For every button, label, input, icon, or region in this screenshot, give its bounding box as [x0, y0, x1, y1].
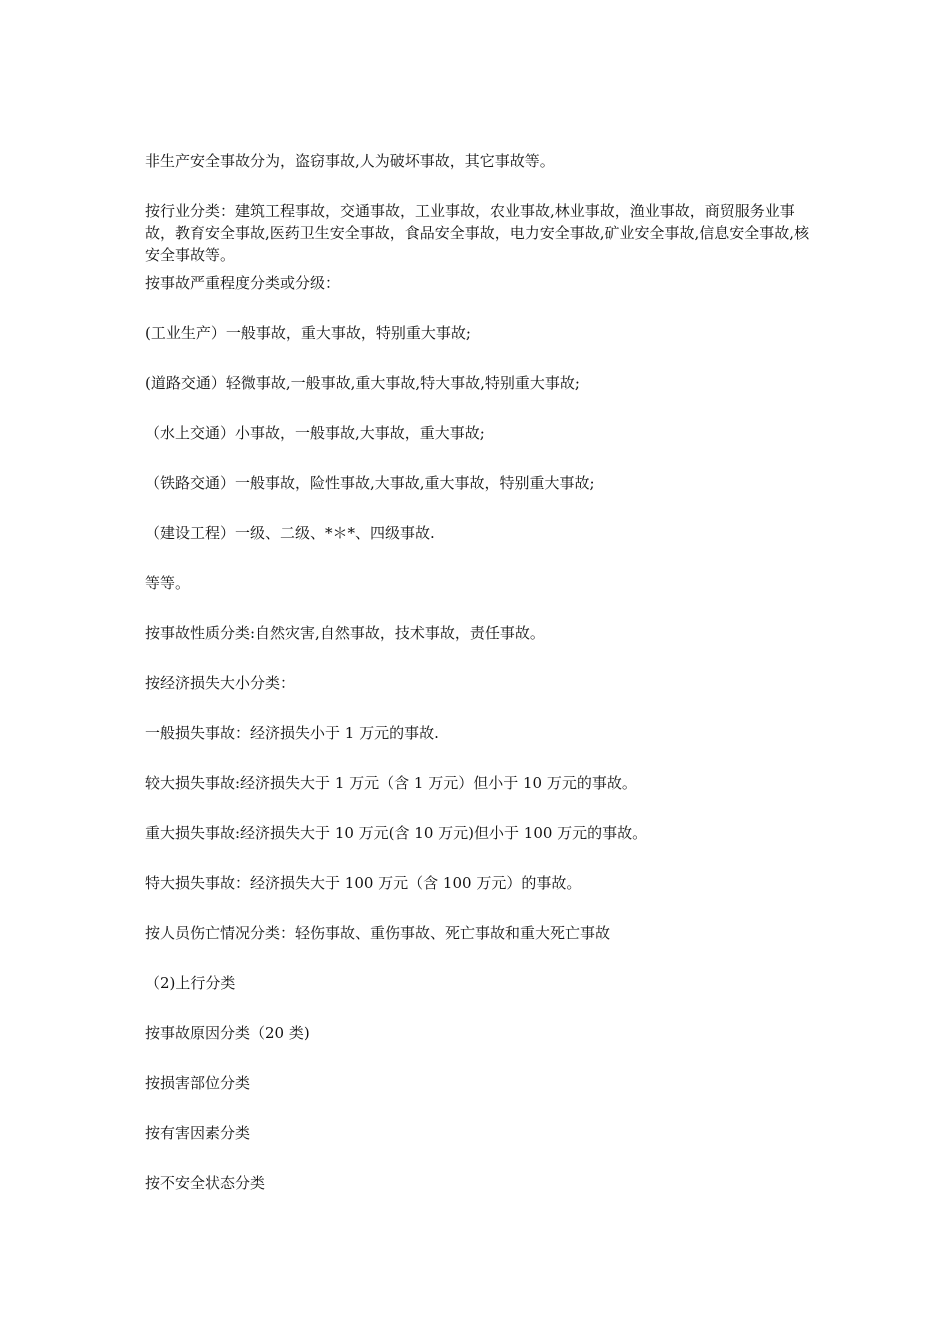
document-body	[145, 150, 810, 1222]
paragraph-general-loss: 一般损失事故：经济损失小于 1 万元的事故.	[145, 724, 439, 742]
paragraph-construction: （建设工程）一级、二级、*＊*、四级事故.	[145, 524, 435, 542]
paragraph-railway-traffic: （铁路交通）一般事故，险性事故,大事故,重大事故，特别重大事故;	[145, 474, 595, 492]
paragraph-water-traffic: （水上交通）小事故，一般事故,大事故，重大事故;	[145, 424, 485, 442]
paragraph-casualty-classification: 按人员伤亡情况分类：轻伤事故、重伤事故、死亡事故和重大死亡事故	[145, 924, 611, 942]
paragraph-extra-large-loss: 特大损失事故：经济损失大于 100 万元（含 100 万元）的事故。	[145, 874, 582, 892]
paragraph-cause-classification: 按事故原因分类（20 类)	[145, 1024, 310, 1042]
paragraph-industrial-production: (工业生产）一般事故，重大事故，特别重大事故;	[145, 324, 471, 342]
paragraph-etc: 等等。	[145, 574, 191, 592]
paragraph-larger-loss: 较大损失事故:经济损失大于 1 万元（含 1 万元）但小于 10 万元的事故。	[145, 774, 637, 792]
paragraph-upstream-classification: （2)上行分类	[145, 974, 236, 992]
paragraph-nature-classification: 按事故性质分类:自然灾害,自然事故，技术事故，责任事故。	[145, 624, 545, 642]
paragraph-major-loss: 重大损失事故:经济损失大于 10 万元(含 10 万元)但小于 100 万元的事故。	[145, 824, 648, 842]
paragraph-non-production-accidents: 非生产安全事故分为，盗窃事故,人为破坏事故，其它事故等。	[145, 152, 555, 170]
paragraph-severity-heading: 按事故严重程度分类或分级：	[145, 274, 341, 292]
paragraph-industry-classification: 按行业分类：建筑工程事故，交通事故，工业事故，农业事故,林业事故，渔业事故，商贸服务业事故，教育安全事故,医药卫生安全事故，食品安全事故，电力安全事故,矿业安全事故,信息安全事故,核安全事故等。	[145, 202, 810, 264]
paragraph-hazard-factor-classification: 按有害因素分类	[145, 1124, 251, 1142]
paragraph-injury-part-classification: 按损害部位分类	[145, 1074, 251, 1092]
paragraph-road-traffic: (道路交通）轻微事故,一般事故,重大事故,特大事故,特别重大事故;	[145, 374, 580, 392]
paragraph-economic-loss-heading: 按经济损失大小分类：	[145, 674, 296, 692]
paragraph-unsafe-state-classification: 按不安全状态分类	[145, 1174, 266, 1192]
